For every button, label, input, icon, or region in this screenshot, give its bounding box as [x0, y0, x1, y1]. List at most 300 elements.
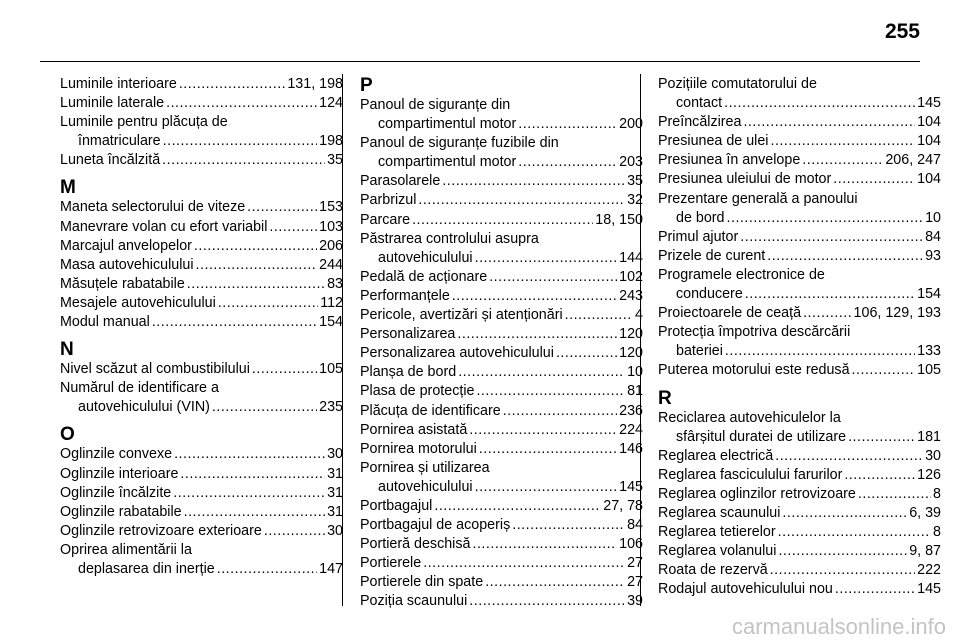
- entry-pages: 6, 39: [909, 504, 941, 521]
- index-entry: [60, 541, 343, 579]
- entry-pages: 102: [619, 268, 643, 285]
- index-entry: [658, 580, 941, 599]
- index-entry: [360, 402, 643, 421]
- entry-text: Reglarea scaunului: [658, 504, 781, 521]
- entry-text: Panoul de siguranțe fuzibile din: [360, 135, 559, 152]
- entry-pages: 10: [627, 364, 643, 381]
- index-section: [658, 75, 941, 381]
- leader-dots: [152, 313, 317, 332]
- entry-pages: 4: [635, 307, 643, 324]
- entry-pages: 8: [933, 485, 941, 502]
- entry-pages: 93: [925, 247, 941, 264]
- entry-text: Oglinzile încălzite: [60, 484, 172, 501]
- index-entry: [658, 170, 941, 189]
- entry-text: Parcare: [360, 211, 411, 228]
- index-entry: [658, 113, 941, 132]
- watermark: carmanualsonline.info: [731, 614, 946, 639]
- entry-pages: 30: [327, 446, 343, 463]
- entry-pages: 222: [917, 562, 941, 579]
- entry-text: Plasa de protecție: [360, 383, 475, 400]
- entry-line: [658, 228, 941, 247]
- leader-dots: [835, 580, 915, 599]
- entry-pages: 146: [619, 440, 643, 457]
- index-entry: [60, 275, 343, 294]
- entry-text: Pornirea asistată: [360, 421, 468, 438]
- entry-text: Reglarea volanului: [658, 543, 777, 560]
- leader-dots: [452, 287, 617, 306]
- entry-text: Parasolarele: [360, 173, 441, 190]
- entry-line: [360, 573, 643, 592]
- index-entry: [658, 409, 941, 447]
- index-entry: [360, 382, 643, 401]
- index-entry: [60, 294, 343, 313]
- entry-pages: 39: [627, 593, 643, 610]
- entry-line: [60, 198, 343, 217]
- index-entry: [658, 190, 941, 228]
- entry-pages: 27, 78: [603, 497, 643, 514]
- leader-dots: [187, 275, 325, 294]
- index-entry: [360, 440, 643, 459]
- leader-dots: [212, 398, 317, 417]
- entry-line: [360, 191, 643, 210]
- index-entry: [60, 218, 343, 237]
- entry-pages: 206: [319, 237, 343, 254]
- index-column-3: [658, 75, 941, 607]
- entry-pages: 181: [917, 428, 941, 445]
- entry-line: [658, 190, 941, 209]
- leader-dots: [196, 256, 318, 275]
- entry-line: [360, 497, 643, 516]
- leader-dots: [778, 523, 931, 542]
- entry-text: Planșa de bord: [360, 364, 457, 381]
- leader-dots: [457, 325, 617, 344]
- entry-line: [360, 172, 643, 191]
- entry-text: Măsuțele rabatabile: [60, 275, 185, 292]
- entry-pages: 198: [319, 133, 343, 150]
- entry-text: Reciclarea autovehiculelor la: [658, 409, 841, 426]
- leader-dots: [179, 75, 286, 94]
- entry-line: [360, 554, 643, 573]
- entry-text-continued: bateriei: [676, 343, 723, 360]
- entry-line: [60, 465, 343, 484]
- entry-line: [60, 94, 343, 113]
- entry-line-continued: [658, 94, 941, 113]
- leader-dots: [833, 170, 915, 189]
- index-entry: [658, 247, 941, 266]
- leader-dots: [518, 115, 617, 134]
- entry-text: Parbrizul: [360, 192, 417, 209]
- entry-text: Presiunea de ulei: [658, 133, 769, 150]
- entry-pages: 147: [319, 560, 343, 577]
- entry-line: [60, 360, 343, 379]
- entry-text-continued: conducere: [676, 286, 743, 303]
- entry-text-continued: compartimentul motor: [378, 154, 517, 171]
- entry-line-continued: [60, 560, 343, 579]
- entry-pages: 153: [319, 199, 343, 216]
- leader-dots: [848, 428, 915, 447]
- leader-dots: [858, 485, 931, 504]
- entry-text: Plăcuța de identificare: [360, 402, 501, 419]
- entry-text-continued: deplasarea din inerție: [78, 560, 215, 577]
- entry-text: Primul ajutor: [658, 228, 739, 245]
- entry-line: [658, 304, 941, 323]
- leader-dots: [418, 191, 625, 210]
- entry-pages: 35: [627, 173, 643, 190]
- leader-dots: [727, 209, 924, 228]
- entry-pages: 145: [917, 581, 941, 598]
- entry-pages: 145: [619, 478, 643, 495]
- index-entry: [360, 287, 643, 306]
- entry-text: Presiunea uleiului de motor: [658, 171, 832, 188]
- index-entry: [60, 75, 343, 94]
- leader-dots: [725, 342, 915, 361]
- entry-text: Rodajul autovehiculului nou: [658, 581, 833, 598]
- entry-text-continued: autovehiculului: [378, 478, 473, 495]
- index-entry: [60, 198, 343, 217]
- index-entry: [360, 325, 643, 344]
- section-letter: R: [658, 387, 672, 409]
- entry-pages: 112: [320, 294, 343, 311]
- entry-line: [60, 75, 343, 94]
- leader-dots: [412, 211, 593, 230]
- entry-text: Performanțele: [360, 287, 450, 304]
- index-section: [60, 340, 343, 417]
- index-section: [360, 76, 643, 612]
- column-divider: [342, 74, 343, 606]
- entry-text: Oglinzile interioare: [60, 465, 179, 482]
- index-entry: [360, 306, 643, 325]
- entry-text: Personalizarea autovehiculului: [360, 345, 554, 362]
- entry-text: Reglarea electrică: [658, 447, 774, 464]
- section-letter: P: [360, 75, 373, 96]
- index-entry: [360, 459, 643, 497]
- section-letter: M: [60, 177, 76, 199]
- entry-text: Numărul de identificare a: [60, 380, 219, 397]
- entry-text: Maneta selectorului de viteze: [60, 199, 246, 216]
- index-entry: [658, 561, 941, 580]
- entry-pages: 103: [319, 218, 343, 235]
- entry-text-continued: de bord: [676, 209, 725, 226]
- leader-dots: [479, 440, 617, 459]
- leader-dots: [740, 228, 923, 247]
- entry-pages: 133: [917, 343, 941, 360]
- entry-line: [658, 132, 941, 151]
- entry-pages: 31: [327, 465, 343, 482]
- leader-dots: [180, 465, 325, 484]
- entry-line: [60, 379, 343, 398]
- entry-text: Protecția împotriva descărcării: [658, 324, 851, 341]
- leader-dots: [264, 522, 325, 541]
- entry-text: Reglarea tetierelor: [658, 524, 776, 541]
- entry-line-continued: [60, 398, 343, 417]
- leader-dots: [218, 294, 318, 313]
- entry-line: [658, 561, 941, 580]
- entry-text: Modul manual: [60, 314, 150, 331]
- entry-text: Portbagajul de acoperiș: [360, 517, 511, 534]
- entry-pages: 236: [619, 402, 643, 419]
- entry-pages: 206, 247: [885, 152, 941, 169]
- entry-text: Prizele de curent: [658, 247, 766, 264]
- entry-line: [658, 266, 941, 285]
- index-entry: [60, 379, 343, 417]
- entry-pages: 144: [619, 249, 643, 266]
- entry-text-continued: autovehiculului (VIN): [78, 399, 210, 416]
- index-entry: [658, 523, 941, 542]
- entry-line: [60, 445, 343, 464]
- entry-pages: 27: [627, 574, 643, 591]
- entry-text: Portierele: [360, 555, 422, 572]
- entry-text: Oglinzile rabatabile: [60, 503, 182, 520]
- entry-text: Pedală de acționare: [360, 268, 488, 285]
- entry-pages: 244: [319, 256, 343, 273]
- entry-pages: 27: [627, 555, 643, 572]
- index-entry: [60, 360, 343, 379]
- index-entry: [60, 94, 343, 113]
- entry-text: Reglarea oglinzilor retrovizoare: [658, 485, 856, 502]
- entry-line: [658, 466, 941, 485]
- entry-text: Roata de rezervă: [658, 562, 768, 579]
- leader-dots: [803, 304, 851, 323]
- index-entry: [360, 363, 643, 382]
- leader-dots: [166, 94, 317, 113]
- entry-text: Luminile pentru plăcuța de: [60, 114, 228, 131]
- entry-pages: 105: [319, 361, 343, 378]
- entry-text: Puterea motorului este redusă: [658, 362, 850, 379]
- entry-pages: 104: [917, 114, 941, 131]
- entry-pages: 126: [917, 466, 941, 483]
- entry-text: Preîncălzirea: [658, 114, 742, 131]
- leader-dots: [174, 445, 325, 464]
- entry-text: Oprirea alimentării la: [60, 541, 192, 558]
- entry-pages: 8: [933, 524, 941, 541]
- index-entry: [658, 504, 941, 523]
- leader-dots: [743, 113, 915, 132]
- leader-dots: [476, 382, 625, 401]
- section-letter: O: [60, 424, 75, 446]
- entry-line: [360, 459, 643, 478]
- entry-line-continued: [658, 209, 941, 228]
- leader-dots: [475, 249, 618, 268]
- leader-dots: [767, 247, 923, 266]
- entry-line: [360, 211, 643, 230]
- entry-text-continued: sfârșitul duratei de utilizare: [676, 428, 847, 445]
- leader-dots: [472, 535, 617, 554]
- index-entry: [360, 230, 643, 268]
- entry-text: Programele electronice de: [658, 266, 825, 283]
- entry-pages: 120: [619, 345, 643, 362]
- leader-dots: [458, 363, 625, 382]
- index-entry: [60, 484, 343, 503]
- entry-text: Luminile laterale: [60, 95, 165, 112]
- leader-dots: [423, 554, 625, 573]
- leader-dots: [565, 306, 633, 325]
- entry-text: Pericole, avertizări și atenționări: [360, 307, 563, 324]
- index-column-2: [360, 75, 643, 620]
- entry-line: [658, 447, 941, 466]
- entry-text: Pornirea motorului: [360, 440, 477, 457]
- entry-text: Reglarea fasciculului farurilor: [658, 466, 843, 483]
- entry-pages: 120: [619, 326, 643, 343]
- entry-text: Proiectoarele de ceață: [658, 305, 802, 322]
- index-entry: [360, 96, 643, 134]
- entry-line: [360, 306, 643, 325]
- entry-text: Poziția scaunului: [360, 593, 468, 610]
- entry-line: [60, 522, 343, 541]
- entry-line: [658, 361, 941, 380]
- index-entry: [60, 503, 343, 522]
- entry-pages: 154: [917, 286, 941, 303]
- entry-line: [60, 237, 343, 256]
- entry-pages: 81: [627, 383, 643, 400]
- entry-line: [360, 516, 643, 535]
- entry-line: [360, 268, 643, 287]
- entry-line: [658, 485, 941, 504]
- entry-line: [360, 440, 643, 459]
- leader-dots: [194, 237, 317, 256]
- entry-text: Mesajele autovehiculului: [60, 294, 216, 311]
- entry-text: Luminile interioare: [60, 76, 177, 92]
- entry-text: Oglinzile retrovizoare exterioare: [60, 522, 262, 539]
- index-entry: [360, 573, 643, 592]
- entry-text: Luneta încălzită: [60, 152, 161, 169]
- entry-pages: 131, 198: [287, 76, 343, 92]
- index-entry: [658, 542, 941, 561]
- entry-pages: 235: [319, 399, 343, 416]
- entry-text: Portierele din spate: [360, 574, 484, 591]
- entry-line: [60, 294, 343, 313]
- entry-line-continued: [658, 342, 941, 361]
- entry-pages: 106: [619, 536, 643, 553]
- entry-line: [658, 542, 941, 561]
- index-section: [60, 75, 343, 170]
- leader-dots: [163, 132, 318, 151]
- entry-line-continued: [658, 285, 941, 304]
- entry-line: [360, 134, 643, 153]
- entry-text-continued: contact: [676, 95, 723, 112]
- index-entry: [658, 361, 941, 380]
- entry-pages: 83: [327, 275, 343, 292]
- leader-dots: [844, 466, 915, 485]
- index-column-1: [60, 75, 343, 587]
- leader-dots: [469, 421, 617, 440]
- entry-pages: 30: [327, 522, 343, 539]
- index-entry: [360, 172, 643, 191]
- leader-dots: [503, 402, 617, 421]
- index-entry: [360, 191, 643, 210]
- entry-line-continued: [360, 115, 643, 134]
- index-entry: [360, 134, 643, 172]
- index-entry: [658, 228, 941, 247]
- entry-line: [360, 382, 643, 401]
- entry-text-continued: compartimentul motor: [378, 116, 517, 133]
- entry-line: [658, 523, 941, 542]
- entry-text-continued: autovehiculului: [378, 249, 473, 266]
- leader-dots: [269, 218, 317, 237]
- index-entry: [658, 266, 941, 304]
- entry-line: [60, 151, 343, 170]
- entry-pages: 35: [327, 152, 343, 169]
- entry-pages: 31: [327, 503, 343, 520]
- leader-dots: [469, 592, 625, 611]
- entry-pages: 104: [917, 133, 941, 150]
- section-letter: N: [60, 339, 74, 361]
- index-entry: [360, 497, 643, 516]
- entry-line: [658, 323, 941, 342]
- entry-pages: 18, 150: [595, 211, 643, 228]
- entry-line-continued: [360, 478, 643, 497]
- entry-line-continued: [360, 249, 643, 268]
- leader-dots: [770, 561, 915, 580]
- index-entry: [60, 256, 343, 275]
- entry-pages: 84: [925, 228, 941, 245]
- index-entry: [658, 132, 941, 151]
- entry-line: [60, 113, 343, 132]
- leader-dots: [489, 268, 617, 287]
- leader-dots: [724, 94, 915, 113]
- leader-dots: [778, 542, 907, 561]
- leader-dots: [184, 503, 326, 522]
- leader-dots: [556, 344, 617, 363]
- entry-line: [60, 541, 343, 560]
- leader-dots: [252, 360, 317, 379]
- index-entry: [658, 485, 941, 504]
- entry-line: [658, 409, 941, 428]
- entry-line: [658, 170, 941, 189]
- leader-dots: [217, 560, 317, 579]
- leader-dots: [775, 447, 923, 466]
- leader-dots: [475, 478, 618, 497]
- leader-dots: [782, 504, 907, 523]
- entry-line-continued: [360, 153, 643, 172]
- entry-line: [360, 402, 643, 421]
- entry-pages: 145: [917, 95, 941, 112]
- entry-line: [60, 503, 343, 522]
- entry-pages: 200: [619, 116, 643, 133]
- entry-text: Portbagajul: [360, 497, 433, 514]
- entry-pages: 106, 129, 193: [853, 305, 941, 322]
- entry-line: [360, 344, 643, 363]
- leader-dots: [512, 516, 625, 535]
- index-entry: [60, 465, 343, 484]
- index-entry: [60, 151, 343, 170]
- index-section: [60, 425, 343, 579]
- entry-pages: 243: [619, 287, 643, 304]
- leader-dots: [770, 132, 915, 151]
- entry-text: Manevrare volan cu efort variabil: [60, 218, 268, 235]
- leader-dots: [162, 151, 325, 170]
- entry-pages: 9, 87: [909, 543, 941, 560]
- leader-dots: [802, 151, 883, 170]
- index-entry: [360, 268, 643, 287]
- entry-line: [60, 313, 343, 332]
- entry-pages: 10: [925, 209, 941, 226]
- index-entry: [658, 466, 941, 485]
- entry-text: Marcajul anvelopelor: [60, 237, 192, 254]
- entry-text: Panoul de siguranțe din: [360, 97, 511, 113]
- entry-line: [360, 325, 643, 344]
- leader-dots: [442, 172, 625, 191]
- entry-line: [360, 96, 643, 115]
- entry-text: Nivel scăzut al combustibilului: [60, 361, 250, 378]
- entry-text: Masa autovehiculului: [60, 256, 194, 273]
- entry-text: Portieră deschisă: [360, 536, 471, 553]
- index-entry: [60, 445, 343, 464]
- index-entry: [658, 447, 941, 466]
- entry-pages: 154: [319, 314, 343, 331]
- index-entry: [658, 151, 941, 170]
- entry-text: Oglinzile convexe: [60, 446, 173, 463]
- page-number: 255: [884, 20, 920, 43]
